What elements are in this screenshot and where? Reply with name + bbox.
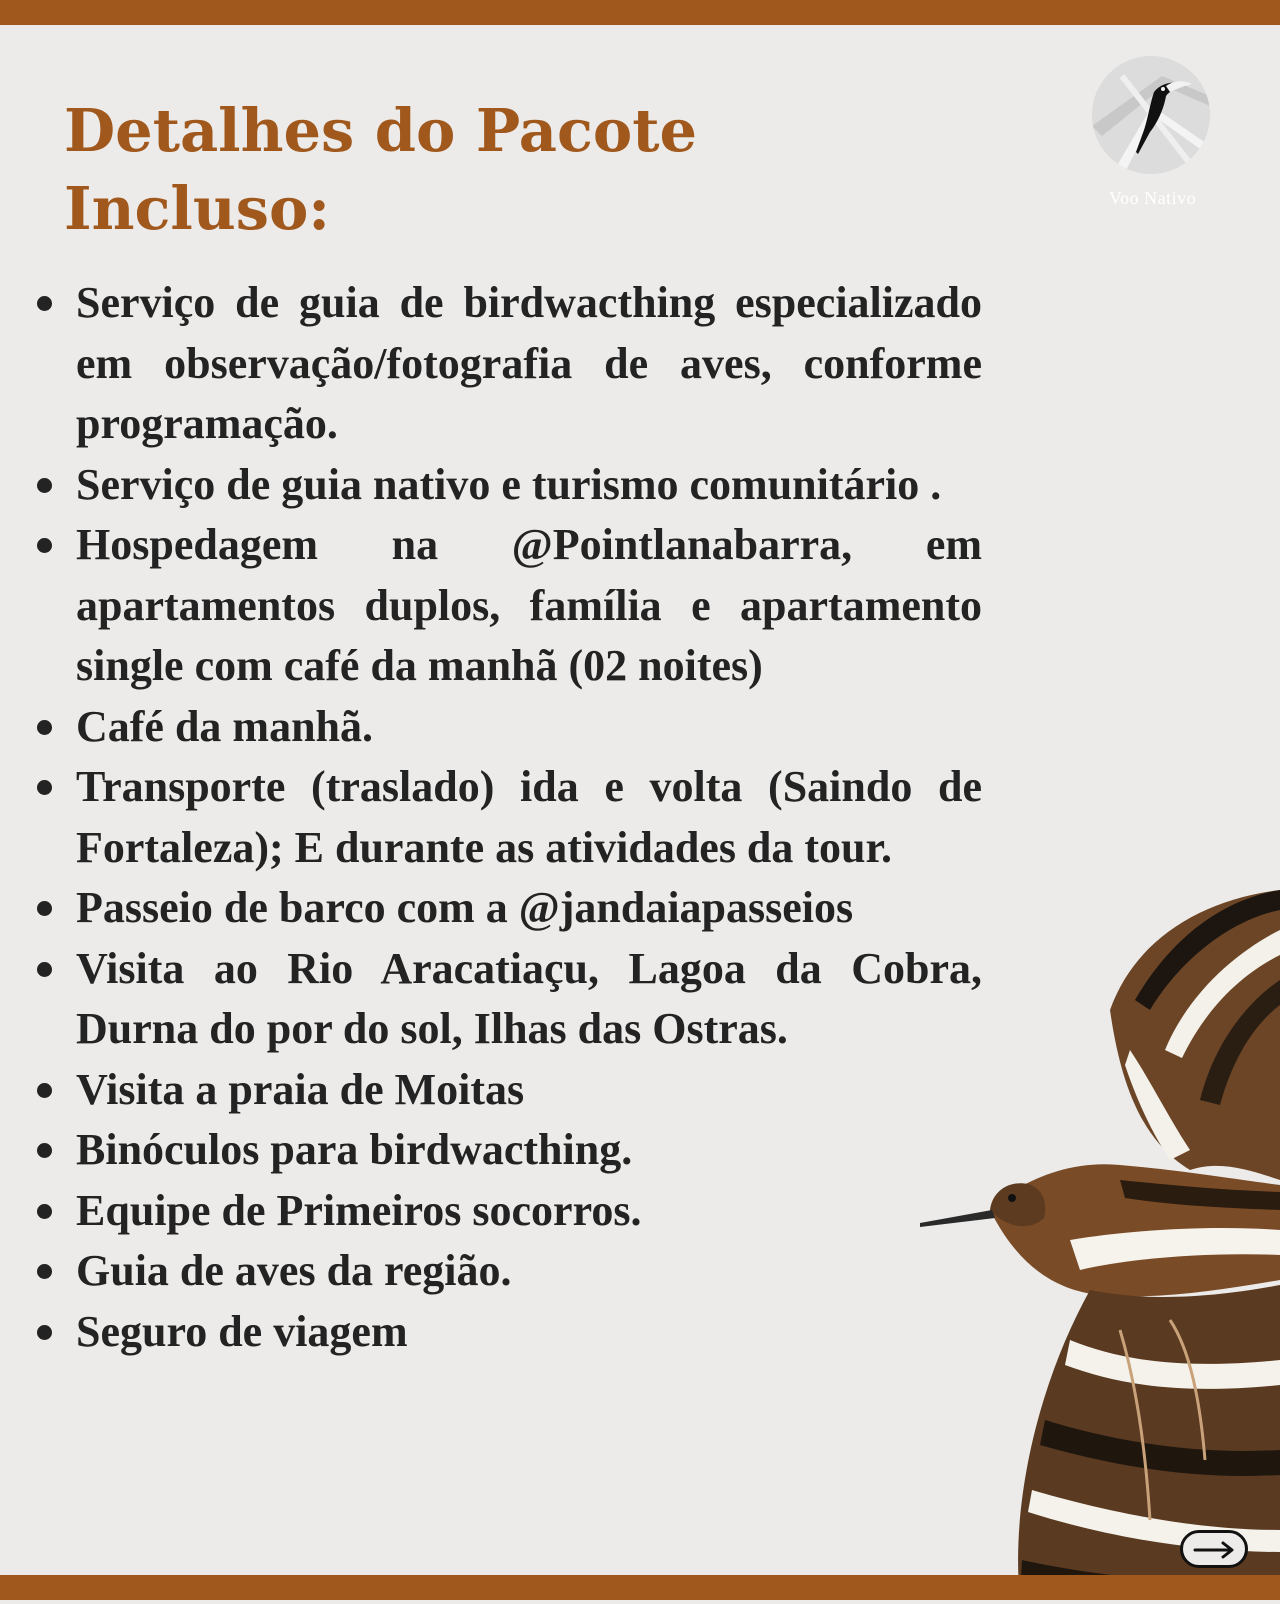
list-item [30, 1241, 982, 1302]
bullet-icon [37, 296, 52, 311]
bullet-icon [37, 780, 52, 795]
list-item-text: Passeio de barco com a @jandaiapasseios [76, 883, 854, 932]
list-item [30, 515, 982, 697]
list-item [30, 939, 982, 1060]
bullet-icon [37, 478, 52, 493]
list-item-text: Serviço de guia nativo e turismo comunitário . [76, 459, 942, 509]
list-item-text: Café da manhã. [76, 701, 374, 751]
list-item-text: Hospedagem na @Pointlanabarra, em apartamentos duplos, família e apartamento single com café da manhã (02 noites) [76, 520, 982, 690]
list-item [30, 757, 982, 878]
list-item [30, 1060, 982, 1121]
arrow-right-icon [1193, 1541, 1235, 1559]
list-item [30, 1181, 982, 1242]
next-button[interactable] [1180, 1530, 1248, 1568]
list-item [30, 1120, 982, 1181]
list-item-text: Seguro de viagem [76, 1306, 408, 1356]
bullet-icon [37, 962, 52, 977]
list-item-text: Binóculos para birdwacthing. [76, 1125, 633, 1174]
list-item-text: Visita a praia de Moitas [76, 1064, 525, 1114]
list-item [30, 273, 982, 455]
list-item [30, 697, 982, 758]
bullet-icon [37, 1143, 52, 1158]
bullet-icon [37, 901, 52, 916]
bullet-icon [37, 538, 52, 553]
list-item-text: Visita ao Rio Aracatiaçu, Lagoa da Cobra, Durna do por do sol, Ilhas das Ostras. [76, 943, 982, 1053]
bottom-accent-bar [0, 1575, 1280, 1600]
top-accent-bar [0, 0, 1280, 25]
list-item-text: Transporte (traslado) ida e volta (Saindo de Fortaleza); E durante as atividades da tour. [76, 762, 982, 872]
list-item [30, 1302, 982, 1363]
bullet-icon [37, 1264, 52, 1279]
toucan-logo-icon [1092, 56, 1210, 174]
page-title-line-2: Incluso: [64, 174, 331, 243]
bullet-icon [37, 720, 52, 735]
bullet-icon [37, 1204, 52, 1219]
list-item-text: Serviço de guia de birdwacthing especializado em observação/fotografia de aves, conforme programação. [76, 278, 982, 448]
list-item-text: Equipe de Primeiros socorros. [76, 1185, 642, 1235]
bullet-icon [37, 1083, 52, 1098]
included-items-list [30, 273, 982, 1362]
bullet-icon [37, 1325, 52, 1340]
page-title [64, 92, 764, 248]
list-item [30, 455, 982, 516]
list-item-text: Guia de aves da região. [76, 1246, 512, 1295]
page-title-line-1: Detalhes do Pacote [64, 96, 698, 165]
bird-in-flight-icon [920, 880, 1280, 1600]
list-item [30, 878, 982, 939]
brand-name: Voo Nativo [1108, 188, 1197, 208]
